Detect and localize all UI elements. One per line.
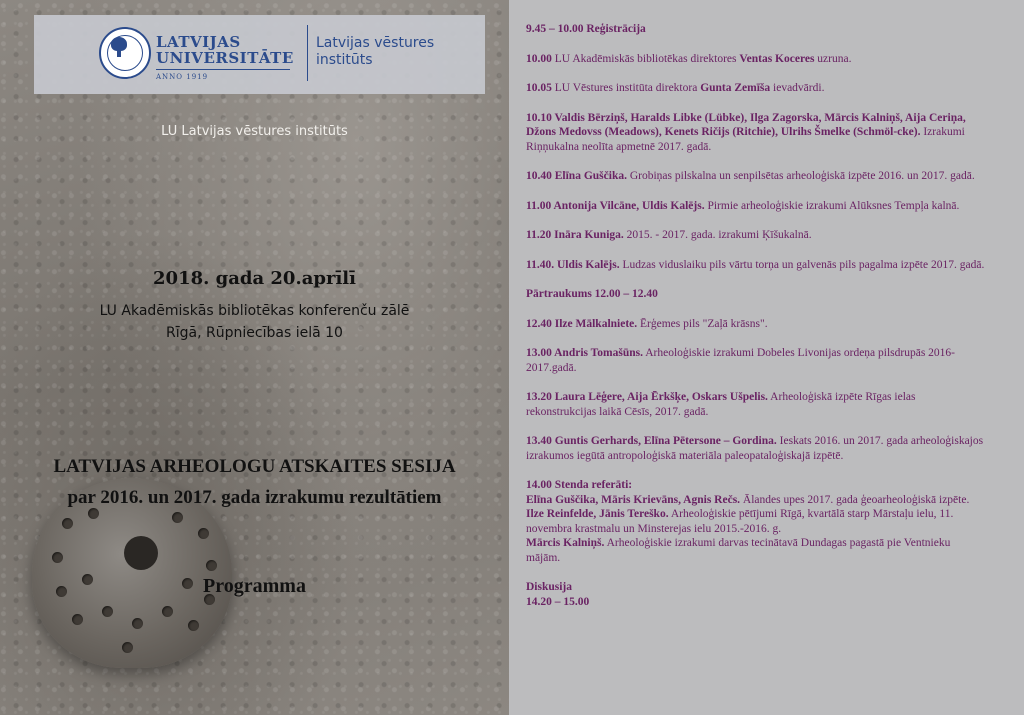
program-item: 13.20 Laura Lēģere, Aija Ērkšķe, Oskars Ušpelis. Arheoloģiskā izpēte Rīgas ielas rekonstrukcijas laikā Cēsīs, 2017. gadā. — [526, 391, 916, 418]
program-item: 11.40. Uldis Kalējs. Ludzas viduslaiku pils vārtu torņa un galvenās pils pagalma izpēte 2017. gadā. — [526, 258, 985, 271]
event-date: 2018. gada 20.aprīlī — [153, 268, 356, 289]
event-venue: LU Akadēmiskās bibliotēkas konferenču zālē Rīgā, Rūpniecības ielā 10 — [99, 303, 410, 341]
university-underline — [156, 69, 290, 70]
university-seal-icon — [99, 27, 151, 79]
discussion-label: Diskusija — [526, 581, 573, 593]
university-anno: ANNO 1919 — [156, 73, 209, 81]
session-subtitle: par 2016. un 2017. gada izrakumu rezultātiem — [67, 487, 442, 508]
program-item: 10.05 LU Vēstures institūta direktora Gunta Zemīša ievadvārdi. — [526, 82, 825, 94]
program-item: 13.00 Andris Tomašūns. Arheoloģiskie izrakumi Dobeles Livonijas ordeņa pilsdrupās 2016-2017.gadā. — [526, 347, 956, 374]
program-list — [526, 22, 986, 609]
program-item: 9.45 – 10.00 Reģistrācija — [526, 23, 646, 35]
program-item: 12.40 Ilze Mālkalniete. Ērģemes pils "Zaļā krāsns". — [526, 317, 768, 330]
program-item: 11.20 Ināra Kuniga. 2015. - 2017. gada. izrakumi Ķīšukalnā. — [526, 229, 812, 241]
poster-item: Mārcis Kalniņš. Arheoloģiskie izrakumi darvas tecinātavā Dundagas pagastā pie Ventnieku mājām. — [526, 537, 951, 564]
logo-divider — [307, 25, 308, 81]
posters-heading: 14.00 Stenda referāti: — [526, 479, 633, 491]
poster-item: Elīna Guščika, Māris Krievāns, Agnis Rečs. Ālandes upes 2017. gada ģeoarheoloģiskā izpēte. — [526, 493, 970, 506]
institute-name: Latvijas vēstures institūts — [316, 35, 435, 68]
poster-left-panel — [0, 0, 509, 715]
logo-banner — [34, 15, 485, 94]
institute-subtitle: LU Latvijas vēstures institūts — [161, 124, 348, 139]
program-item: 10.10 Valdis Bērziņš, Haralds Libke (Lübke), Ilga Zagorska, Mārcis Kalniņš, Aija Ceriņa, Džons Medovss (Meadows), Kenets Ričijs (Ritchie), Ulrihs Šmelke (Schmöl-cke). Izrakumi Riņņukalna neolīta apmetnē 2017. gadā. — [526, 111, 966, 153]
program-item: 11.00 Antonija Vilcāne, Uldis Kalējs. Pirmie arheoloģiskie izrakumi Alūksnes Tempļa kalnā. — [526, 199, 960, 212]
discussion-time: 14.20 – 15.00 — [526, 595, 590, 608]
university-name: LATVIJAS UNIVERSITĀTE — [156, 33, 294, 67]
program-break: Pārtraukums 12.00 – 12.40 — [526, 288, 658, 300]
oak-tree-icon — [111, 37, 127, 51]
session-title: LATVIJAS ARHEOLOGU ATSKAITES SESIJA — [53, 456, 456, 477]
program-item: 10.00 LU Akadēmiskās bibliotēkas direktores Ventas Koceres uzruna. — [526, 52, 852, 65]
program-item: 10.40 Elīna Guščika. Grobiņas pilskalna un senpilsētas arheoloģiskā izpēte 2016. un 2017. gadā. — [526, 170, 975, 182]
program-panel — [509, 0, 1024, 715]
program-item: 13.40 Guntis Gerhards, Elīna Pētersone – Gordina. Ieskats 2016. un 2017. gada arheoloģiskajos izrakumos iegūtā antropoloģiskā materiāla paleopataloģiskajā izpētē. — [526, 435, 984, 462]
programma-heading: Programma — [203, 575, 306, 597]
poster-item: Ilze Reinfelde, Jānis Tereško. Arheoloģiskie pētījumi Rīgā, kvartālā starp Mārstaļu ielu, 11. novembra krastmalu un Minsterejas ielu 2015.-2016. g. — [526, 508, 954, 535]
